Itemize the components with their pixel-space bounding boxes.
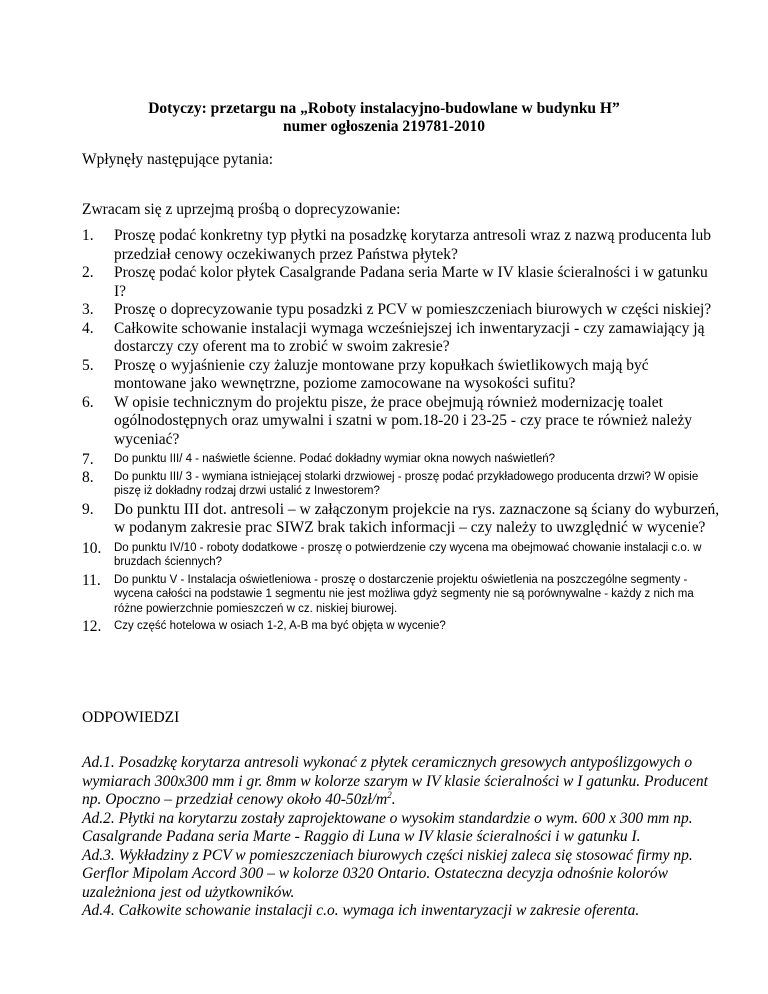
question-number: 2.: [82, 264, 94, 281]
question-item: [82, 301, 722, 320]
question-number: 6.: [82, 393, 94, 411]
question-number: 5.: [82, 356, 94, 374]
question-text: Do punktu III/ 4 - naświetle ścienne. Podać dokładny wymiar okna nowych naświetleń?: [114, 453, 556, 465]
answer-1-text: Ad.1. Posadzkę korytarza antresoli wykonać z płytek ceramicznych gresowych antypoślizgowych o wymiarach 300x300 mm i gr. 8mm w kolorze szarym w IV klasie ścieralności w I gatunku. Producent np. Opoczno – przedział cenowy około 40-50zł/m: [82, 754, 708, 808]
question-number: 12.: [82, 618, 102, 635]
question-number: 3.: [82, 301, 94, 318]
question-number: 8.: [82, 468, 94, 486]
question-text: Proszę o doprecyzowanie typu posadzki z PCV w pomieszczeniach biurowych w części niskiej?: [114, 301, 712, 318]
question-item: [82, 394, 722, 450]
question-item: [82, 357, 722, 394]
question-text: Proszę podać kolor płytek Casalgrande Padana seria Marte w IV klasie ścieralności i w gatunku I?: [114, 264, 708, 300]
question-item: [82, 452, 722, 467]
answers-section: [82, 754, 722, 921]
question-number: 10.: [82, 539, 102, 557]
question-number: 1.: [82, 227, 94, 244]
question-number: 9.: [82, 500, 94, 518]
question-text: Do punktu III/ 3 - wymiana istniejącej stolarki drzwiowej - proszę podać przykładowego producenta drzwi? W opisie piszę iż dokładny rodzaj drzwi ustalić z Inwestorem?: [114, 470, 699, 497]
question-item: [82, 501, 722, 538]
question-item: [82, 320, 722, 357]
question-text: Do punktu III dot. antresoli – w załączonym projekcie na rys. zaznaczone są ściany do wyburzeń, w podanym zakresie prac SIWZ brak takich informacji – czy należy to uwzględnić w wycenie?: [114, 500, 720, 536]
question-item: [82, 470, 722, 499]
question-text: W opisie technicznym do projektu pisze, że prace obejmują również modernizację toalet ogólnodostępnych oraz umywalni i szatni w pom.18-20 i 23-25 - czy prace te również należy wyceniać?: [114, 393, 693, 448]
intro-text: Wpłynęły następujące pytania:: [82, 151, 274, 168]
question-item: [82, 264, 722, 301]
question-item: [82, 227, 722, 264]
question-item: [82, 619, 722, 634]
question-number: 7.: [82, 451, 94, 468]
question-text: Do punktu IV/10 - roboty dodatkowe - proszę o potwierdzenie czy wycena ma obejmować chowanie instalacji c.o. w bruzdach ściennych?: [114, 541, 702, 568]
question-number: 11.: [82, 571, 101, 589]
question-item: [82, 573, 722, 617]
answer-1: [82, 754, 722, 810]
question-text: Proszę o wyjaśnienie czy żaluzje montowane przy kopułkach świetlikowych mają być montowane jako wewnętrzne, poziome zamocowane na wysokości sufitu?: [114, 356, 649, 392]
question-text: Całkowite schowanie instalacji wymaga wcześniejszej ich inwentaryzacji - czy zamawiający ją dostarczy czy oferent ma to zrobić w swoim zakresie?: [114, 319, 705, 355]
header-announcement-number: numer ogłoszenia 219781-2010: [282, 118, 486, 135]
answer-4: Ad.4. Całkowite schowanie instalacji c.o. wymaga ich inwentaryzacji w zakresie oferenta.: [82, 902, 640, 919]
question-number: 4.: [82, 319, 94, 337]
answer-1-superscript: 2: [387, 789, 392, 800]
question-item: [82, 541, 722, 570]
answer-2: Ad.2. Płytki na korytarzu zostały zaprojektowane o wysokim standardzie o wym. 600 x 300 mm np. Casalgrande Padana seria Marte - Raggio di Luna w IV klasie ścieralności i w gatunku I.: [82, 809, 693, 845]
answers-heading: ODPOWIEDZI: [82, 709, 180, 726]
answer-3: Ad.3. Wykładziny z PCV w pomieszczeniach biurowych części niskiej zaleca się stosować firmy np. Gerflor Mipolam Accord 300 – w kolorze 0320 Ontario. Ostateczna decyzja odnośnie kolorów uzależniona jest od użytkowników.: [82, 846, 693, 901]
question-text: Proszę podać konkretny typ płytki na posadzkę korytarza antresoli wraz z nazwą producenta lub przedział cenowy oczekiwanych przez Państwa płytek?: [114, 227, 711, 263]
request-text: Zwracam się z uprzejmą prośbą o doprecyzowanie:: [82, 201, 401, 218]
questions-list: [82, 227, 722, 634]
question-text: Czy część hotelowa w osiach 1-2, A-B ma być objęta w wycenie?: [114, 620, 446, 632]
question-text: Do punktu V - Instalacja oświetleniowa - proszę o dostarczenie projektu oświetlenia na poszczególne segmenty - wycena całości na podstawie 1 segmentu nie jest możliwa gdyż segmenty nie są porównywalne - każdy z nich ma różne powierzchnie pomieszczeń w cz. niskiej biurowej.: [114, 573, 694, 615]
header-subject: Dotyczy: przetargu na „Roboty instalacyjno-budowlane w budynku H”: [148, 100, 620, 117]
answer-1-end: .: [391, 791, 396, 808]
